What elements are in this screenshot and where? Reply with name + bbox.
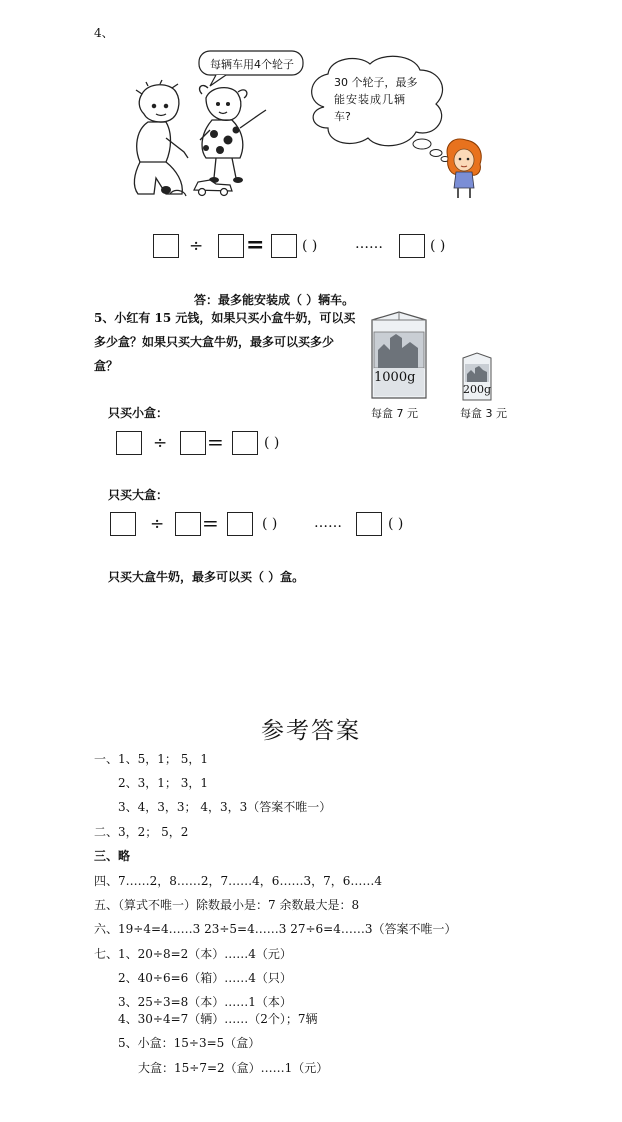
thought-cloud-illustration: [304, 52, 454, 162]
quotient-unit-paren: ( ): [302, 238, 318, 254]
divide-sign: ÷: [189, 236, 204, 256]
big-remainder-dots: ……: [314, 515, 342, 531]
red-hair-girl-illustration: [444, 138, 484, 202]
big-only-label: 只买大盒：: [108, 488, 169, 502]
answer-line: 六、19÷4=4……3 23÷5=4……3 27÷6=4……3（答案不唯一）: [94, 922, 457, 936]
big-quotient-paren: ( ): [262, 516, 278, 532]
small-carton-price: 每盒 3 元: [460, 407, 507, 420]
q5-text-line-3: 盒？: [94, 359, 119, 373]
answer-key-title: 参考答案: [261, 718, 361, 744]
big-carton-label: 1000g: [374, 370, 416, 385]
big-box-blank-quotient[interactable]: [227, 512, 253, 536]
remainder-unit-paren: ( ): [430, 238, 446, 254]
remainder-dots: ……: [355, 236, 383, 252]
question-4-number: 4、: [94, 26, 114, 40]
big-box-blank-dividend[interactable]: [110, 512, 136, 536]
big-box-blank-divisor[interactable]: [175, 512, 201, 536]
answer-line: 四、7……2，8……2，7……4，6……3，7，6……4: [94, 874, 382, 888]
q5-text-line-2: 多少盒？如果只买大盒牛奶，最多可以买多少: [94, 335, 335, 349]
answer-line: 4、30÷4=7（辆）……（2个）；7辆: [118, 1012, 318, 1026]
big-carton-price: 每盒 7 元: [371, 407, 418, 420]
blank-box-quotient[interactable]: [271, 234, 297, 258]
small-box-blank-quotient[interactable]: [232, 431, 258, 455]
thought-line-3: 车?: [334, 110, 351, 123]
small-equals-sign: =: [207, 430, 224, 454]
small-carton-label: 200g: [463, 383, 492, 396]
big-box-blank-remainder[interactable]: [356, 512, 382, 536]
equals-sign: =: [246, 232, 265, 258]
answer-line: 3、25÷3=8（本）……1（本）: [118, 995, 292, 1009]
small-only-label: 只买小盒：: [108, 406, 169, 420]
big-milk-carton-illustration: [366, 310, 432, 402]
answer-line: 3、4，3，3； 4，3，3（答案不唯一）: [118, 800, 332, 814]
toy-car-illustration: [192, 176, 236, 198]
answer-line: 二、3，2； 5，2: [94, 825, 189, 839]
answer-line: 七、1、20÷8=2（本）……4（元）: [94, 947, 292, 961]
small-unit-paren: ( ): [264, 435, 280, 451]
blank-box-dividend[interactable]: [153, 234, 179, 258]
big-equals-sign: =: [202, 511, 219, 535]
answer-line: 三、略: [94, 849, 131, 863]
speech-bubble-text: 每辆车用4个轮子: [210, 58, 294, 71]
small-divide-sign: ÷: [153, 433, 168, 453]
blank-box-divisor[interactable]: [218, 234, 244, 258]
answer-line: 五、（算式不唯一）除数最小是：7 余数最大是：8: [94, 898, 360, 912]
answer-line: 一、1、5，1； 5，1: [94, 752, 208, 766]
answer-line: 2、3，1； 3，1: [118, 776, 208, 790]
q5-text-line-1: 5、小红有 15 元钱，如果只买小盒牛奶，可以买: [94, 311, 356, 325]
answer-line: 大盒：15÷7=2（盒）……1（元）: [138, 1061, 329, 1075]
small-box-blank-divisor[interactable]: [180, 431, 206, 455]
big-divide-sign: ÷: [150, 514, 165, 534]
answer-line: 2、40÷6=6（箱）……4（只）: [118, 971, 292, 985]
answer-line: 5、小盒：15÷3=5（盒）: [118, 1036, 261, 1050]
small-box-blank-dividend[interactable]: [116, 431, 142, 455]
girl-illustration: [194, 84, 274, 184]
thought-line-1: 30 个轮子，最多: [334, 76, 418, 89]
thought-line-2: 能安装成几辆: [334, 93, 406, 106]
q4-answer-sentence: 答：最多能安装成（ ）辆车。: [194, 293, 355, 307]
big-remainder-paren: ( ): [388, 516, 404, 532]
blank-box-remainder[interactable]: [399, 234, 425, 258]
q5-conclusion: 只买大盒牛奶，最多可以买（ ）盒。: [108, 570, 305, 584]
